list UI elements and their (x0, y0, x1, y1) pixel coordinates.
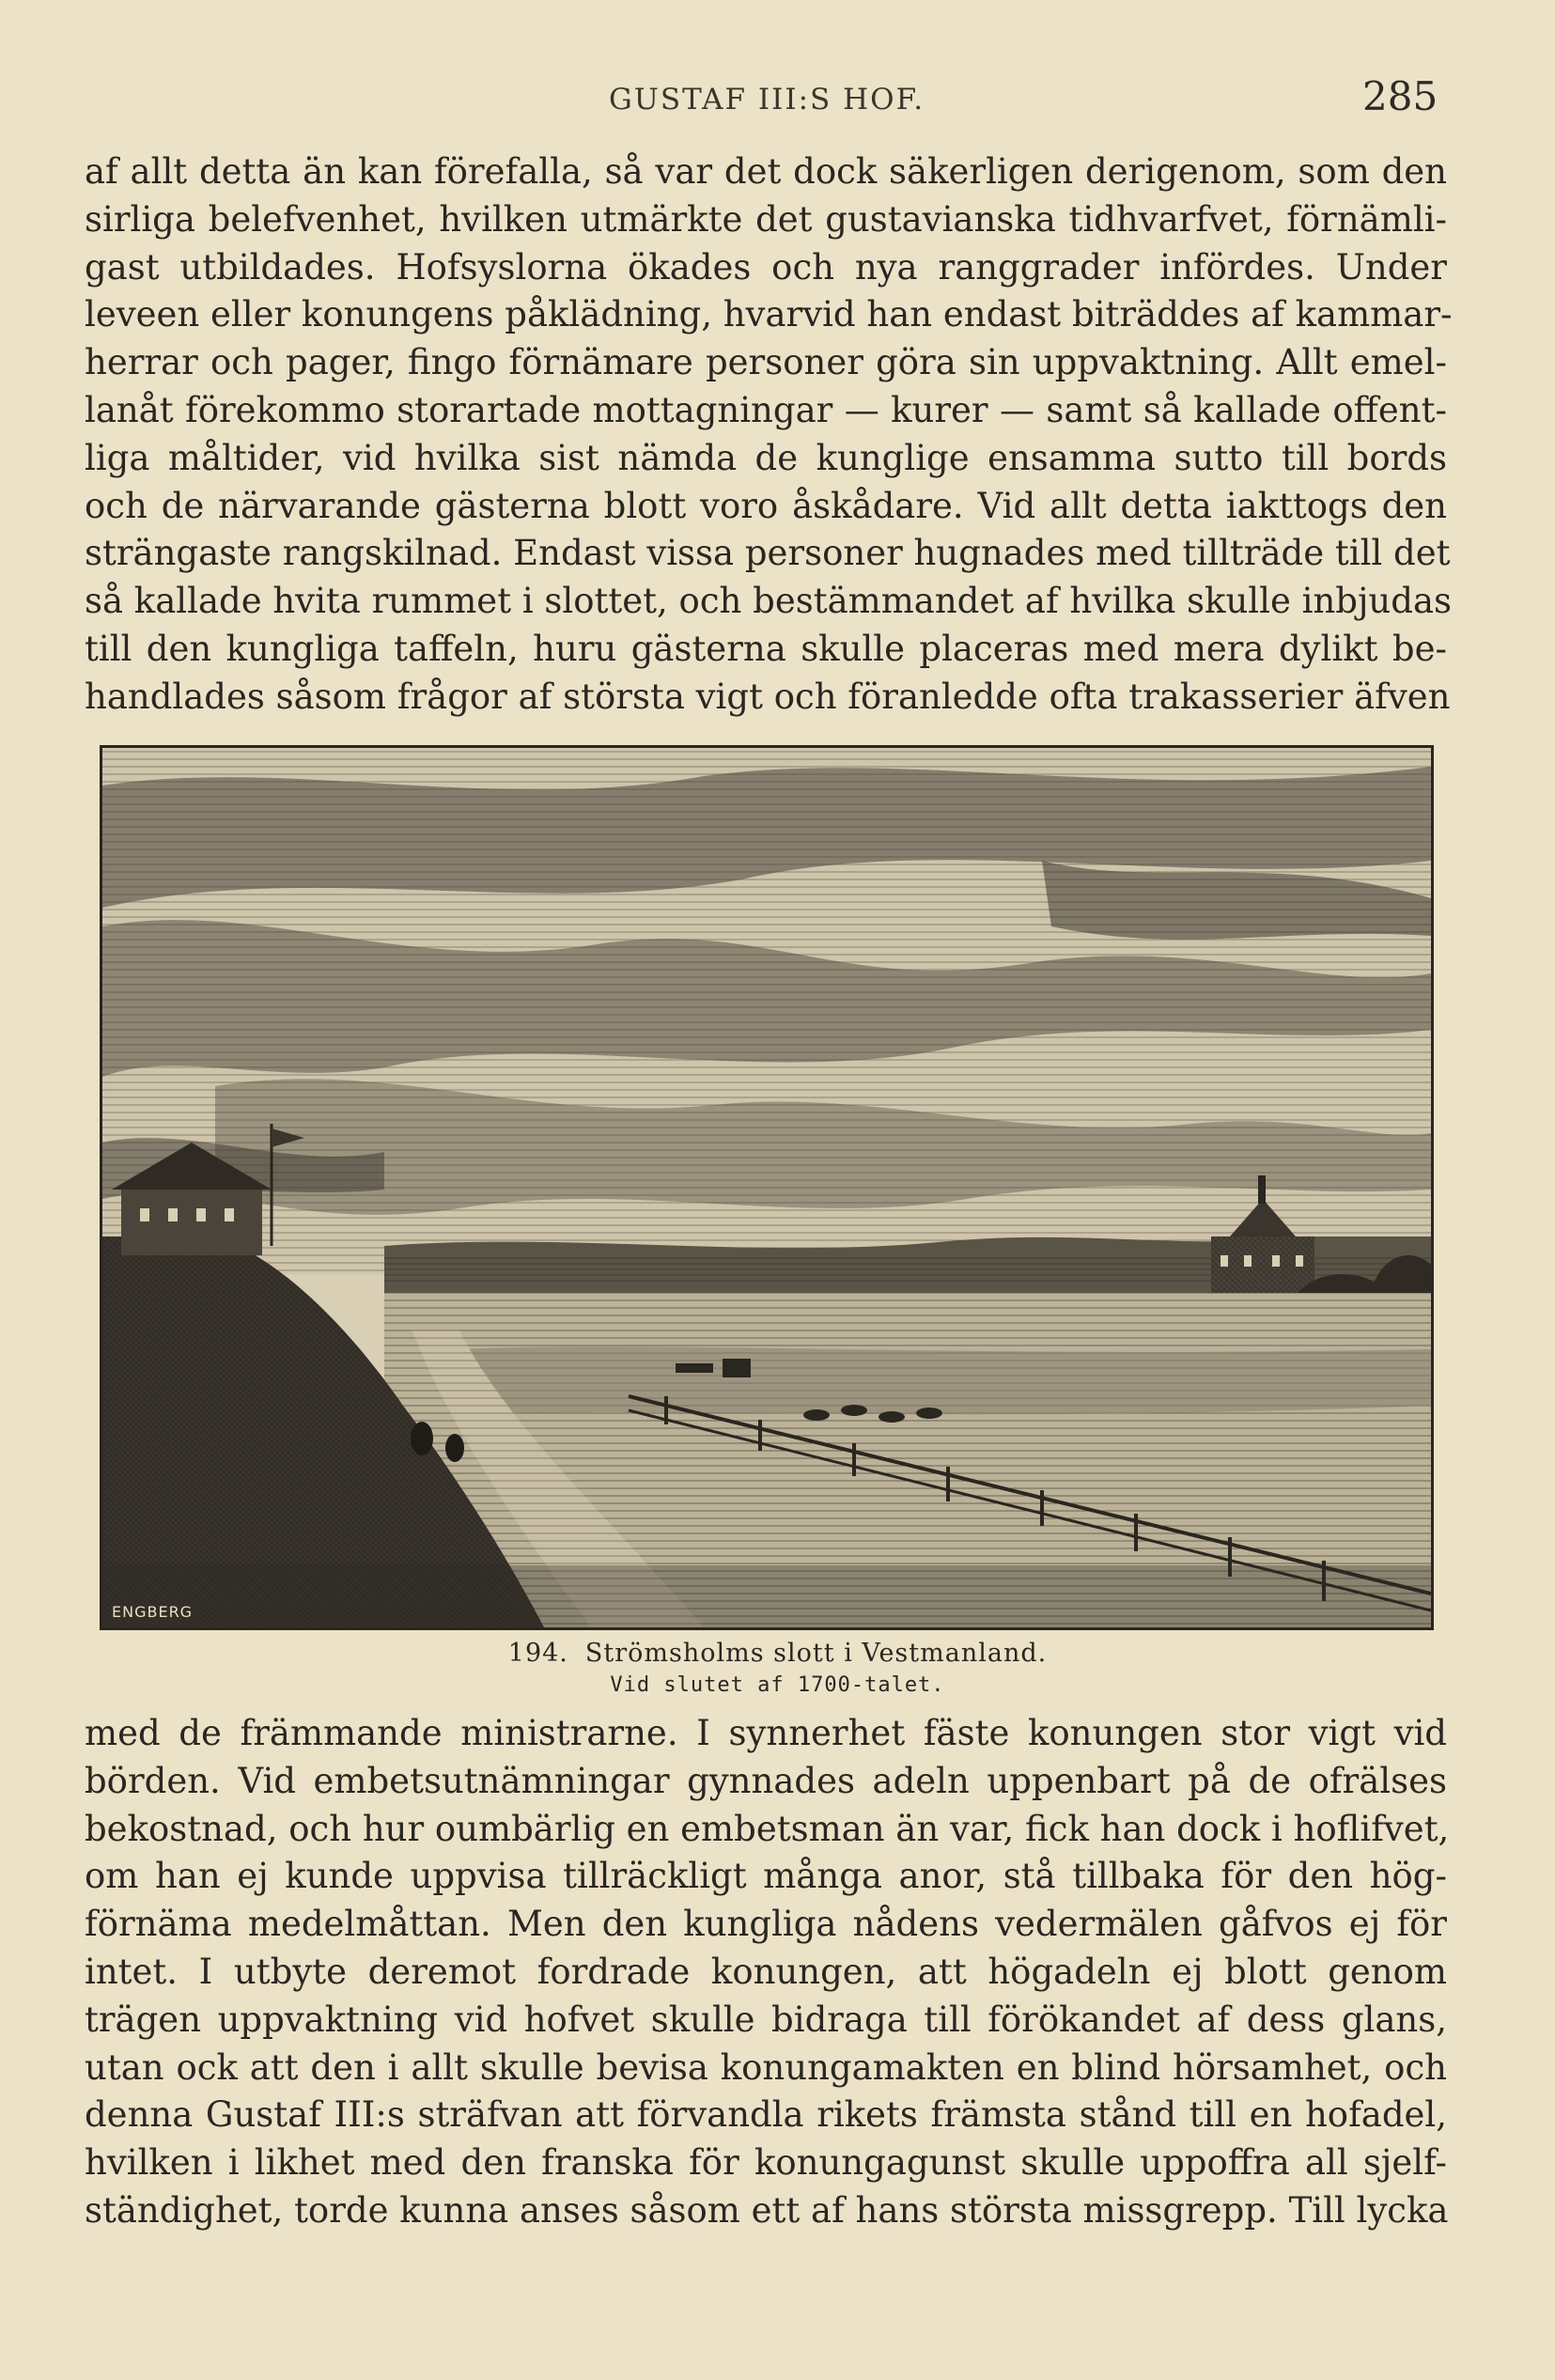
caption-title-line (0, 1636, 1555, 1672)
paragraph-top (85, 148, 1453, 722)
running-head (0, 73, 1555, 130)
text-line: och de närvarande gästerna blott voro åskådare. Vid allt detta iakttogs den (85, 485, 1447, 526)
text-line: hvilken i likhet med den franska för konungagunst skulle uppoffra all sjelf- (85, 2142, 1447, 2184)
text-line: gast utbildades. Hofsyslorna ökades och nya ranggrader infördes. Under (85, 246, 1447, 288)
text-line: till den kungliga taffeln, huru gästerna skulle placeras med mera dylikt be- (85, 628, 1447, 669)
text-line: ständighet, torde kunna anses såsom ett af hans största missgrepp. Till lycka (85, 2189, 1449, 2231)
text-line: lanåt förekommo storartade mottagningar — kurer — samt så kallade offent- (85, 389, 1447, 430)
text-line: af allt detta än kan förefalla, så var det dock säkerligen derigenom, som den (85, 151, 1447, 192)
text-line: denna Gustaf III:s sträfvan att förvandla rikets främsta stånd till en hofadel, (85, 2094, 1447, 2136)
text-line: intet. I utbyte deremot fordrade konungen, att högadeln ej blott genom (85, 1951, 1447, 1992)
figure-caption (0, 1630, 1555, 1700)
text-line: bekostnad, och hur oumbärlig en embetsman än var, fick han dock i hoflifvet, (85, 1808, 1450, 1849)
running-title: GUSTAF III:S HOF. (609, 83, 925, 117)
text-line: med de främmande ministrarne. I synnerhet fäste konungen stor vigt vid (85, 1713, 1447, 1753)
text-line: handlades såsom frågor af största vigt och föranledde ofta trakasserier äfven (85, 676, 1451, 717)
text-line: så kallade hvita rummet i slottet, och bestämmandet af hvilka skulle inbjudas (85, 581, 1452, 622)
text-line: utan ock att den i allt skulle bevisa konungamakten en blind hörsamhet, och (85, 2046, 1447, 2088)
caption-number: 194. (507, 1639, 568, 1668)
caption-title: Strömsholms slott i Vestmanland. (584, 1639, 1048, 1668)
text-line: herrar och pager, fingo förnämare personer göra sin uppvaktning. Allt emel- (85, 342, 1447, 383)
caption-subtitle: Vid slutet af 1700-talet. (610, 1673, 945, 1697)
engraving-illustration (100, 745, 1434, 1630)
text-line: leveen eller konungens påklädning, hvarvid han endast biträddes af kammar- (85, 294, 1453, 335)
text-line: förnäma medelmåttan. Men den kungliga nådens vedermälen gåfvos ej för (85, 1904, 1447, 1945)
text-line: strängaste rangskilnad. Endast vissa personer hugnades med tillträde till det (85, 533, 1451, 574)
text-line: börden. Vid embetsutnämningar gynnades adeln uppenbart på de ofrälses (85, 1760, 1447, 1801)
paragraph-bottom (85, 1710, 1450, 2235)
text-line: om han ej kunde uppvisa tillräckligt många anor, stå tillbaka för den hög- (85, 1856, 1447, 1897)
text-line: trägen uppvaktning vid hofvet skulle bidraga till förökandet af dess glans, (85, 1999, 1447, 2040)
text-line: sirliga belefvenhet, hvilken utmärkte det gustavianska tidhvarfvet, förnämli- (85, 198, 1447, 240)
page-number: 285 (1362, 73, 1438, 119)
text-line: liga måltider, vid hvilka sist nämda de kunglige ensamma sutto till bords (85, 437, 1447, 478)
artist-signature: ENGBERG (112, 1603, 194, 1621)
